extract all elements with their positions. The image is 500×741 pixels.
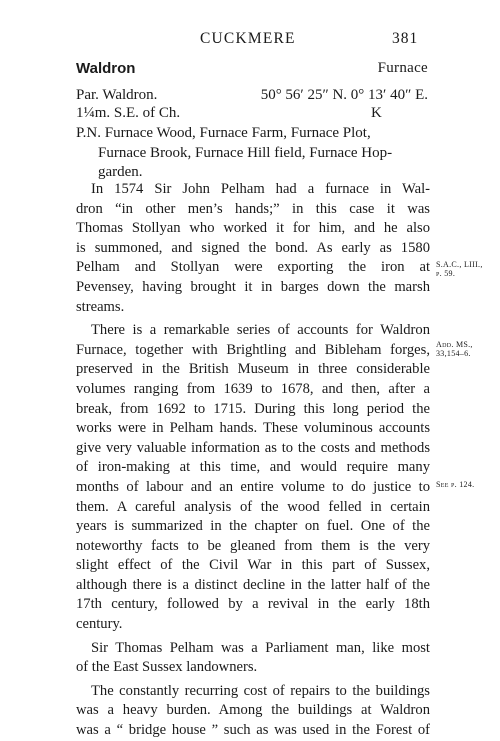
text-line: noteworthy facts to be gleaned from them is the very (76, 537, 430, 554)
margin-note (436, 260, 483, 278)
margin-note-line: See p. 124. (436, 480, 475, 489)
distance: 1¼m. S.E. of Ch. (76, 105, 181, 121)
text-line: although there is a distinct decline in the latter half of the (76, 576, 430, 593)
body-text (76, 180, 430, 741)
text-line: Thomas Stollyan who worked it for him, and he also (76, 220, 430, 237)
parish-line (76, 86, 428, 105)
text-line: works were in Pelham hands. These voluminous accounts (76, 420, 430, 437)
coordinates: 50° 56′ 25″ N. 0° 13′ 40″ E. (260, 87, 428, 103)
text-line: Pelham and Stollyan were exporting the iron at (76, 259, 430, 276)
text-line: Pevensey, having brought it in barges down the marsh (76, 278, 430, 295)
text-line: Sir Thomas Pelham was a Parliament man, like most (91, 639, 430, 656)
place-names (76, 124, 428, 183)
place-names-line: Furnace Brook, Furnace Hill field, Furnace Hop- (98, 144, 393, 161)
margin-note-line: S.A.C., LIII., (436, 260, 483, 269)
site-name: Waldron (76, 60, 136, 77)
margin-note (436, 340, 473, 358)
text-line: break, from 1692 to 1715. During this long period the (76, 400, 430, 417)
text-line: There is a remarkable series of accounts for Waldron (91, 322, 430, 339)
text-line: In 1574 Sir John Pelham had a furnace in Wal- (91, 181, 430, 197)
text-line: was a “ bridge house ” such as was used in the Forest of (76, 722, 430, 739)
site-type: Furnace (377, 60, 428, 76)
text-line: volumes ranging from 1639 to 1678, and then, after a (76, 380, 430, 397)
text-line: of iron-making at this time, and would require many (76, 459, 430, 476)
margin-note-line: Add. MS., (436, 340, 473, 349)
text-line: streams. (76, 298, 125, 315)
parish: Par. Waldron. (76, 87, 158, 103)
text-line: them. A careful analysis of the wood felled in certain (76, 498, 430, 515)
place-names-line: garden. (98, 164, 143, 180)
text-line: 17th century, followed by a revival in the early 18th (76, 596, 430, 613)
text-line: is summoned, and signed the bond. As early as 1580 (76, 239, 430, 256)
running-head (0, 30, 500, 50)
text-line: preserved in the British Museum in three considerable (76, 361, 430, 378)
text-line: slight effect of the Civil War in this part of Sussex, (76, 557, 430, 574)
text-line: years is summarized in the chapter on fuel. One of the (76, 518, 430, 535)
map-letter: K (371, 105, 382, 121)
entry-heading (76, 60, 428, 82)
text-line: century. (76, 616, 123, 633)
page-number: 381 (392, 30, 419, 47)
running-head-title: CUCKMERE (200, 30, 296, 47)
margin-note-line: 33,154–6. (436, 349, 471, 358)
distance-line (76, 104, 428, 123)
place-names-line: P.N. Furnace Wood, Furnace Farm, Furnace Plot, (76, 125, 371, 141)
text-line: was a heavy burden. Among the buildings at Waldron (76, 702, 430, 719)
margin-note-line: p. 59. (436, 269, 456, 278)
text-line: The constantly recurring cost of repairs to the buildings (91, 682, 430, 699)
text-line: dron “in other men’s hands;” in this case it was (76, 200, 430, 217)
text-line: give very valuable information as to the costs and methods (76, 439, 430, 456)
margin-note (436, 480, 474, 489)
text-line: Furnace, together with Brightling and Bibleham forges, (76, 341, 430, 358)
text-line: of the East Sussex landowners. (76, 659, 258, 676)
text-line: months of labour and an entire volume to do justice to (76, 478, 430, 495)
